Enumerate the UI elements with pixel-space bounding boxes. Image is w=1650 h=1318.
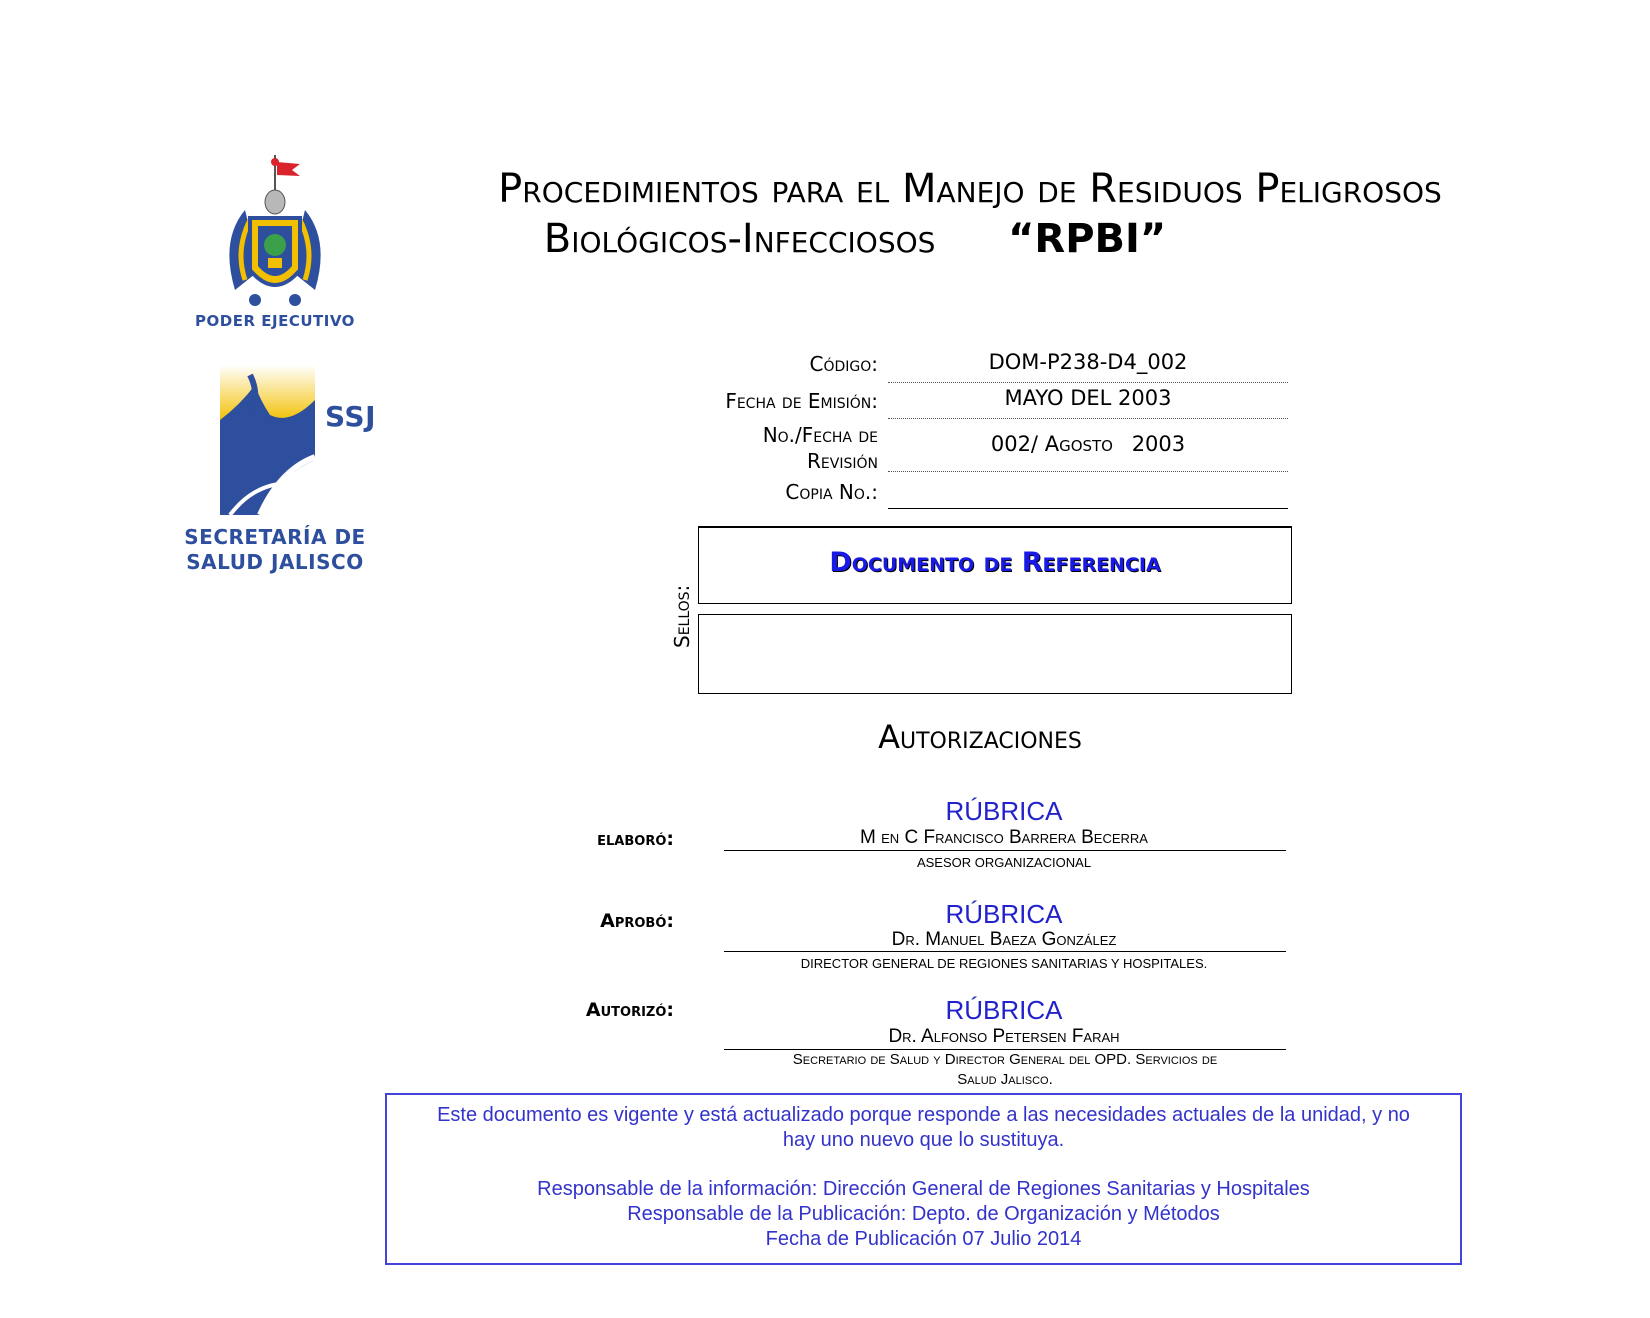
autorizo-label: Autorizó:: [585, 999, 674, 1021]
aprobo-role: DIRECTOR GENERAL DE REGIONES SANITARIAS Y HOSPITALES.: [800, 956, 1208, 971]
elaboro-name: M en C Francisco Barrera Becerra: [860, 827, 1148, 848]
autorizo-role-line2: Salud Jalisco.: [957, 1071, 1053, 1088]
logo-poder-ejecutivo: [195, 150, 355, 350]
elaboro-signature-line: [724, 850, 1286, 851]
vigencia-line2: hay uno nuevo que lo sustituya.: [782, 1129, 1065, 1151]
autorizo-rubrica: RÚBRICA: [945, 995, 1063, 1025]
revision-value: [888, 432, 1288, 456]
revision-label-line1: No./Fecha de: [762, 423, 878, 447]
elaboro-rubrica: RÚBRICA: [945, 796, 1063, 826]
fecha-emision-value: MAYO DEL 2003: [1004, 386, 1172, 410]
revision-number: 002/: [990, 432, 1039, 456]
codigo-underline: [888, 382, 1288, 383]
ssj-abbrev: SSJ: [325, 400, 376, 433]
autorizaciones-heading: Autorizaciones: [878, 718, 1082, 756]
ssj-line1: SECRETARÍA DE: [184, 525, 366, 549]
revision-label-line2: Revisión: [807, 449, 878, 473]
copia-label: Copia No.:: [785, 480, 878, 504]
fecha-publicacion: Fecha de Publicación 07 Julio 2014: [765, 1228, 1082, 1250]
document-title-line1: Procedimientos para el Manejo de Residuos Peligrosos: [498, 166, 1442, 212]
aprobo-label: Aprobó:: [600, 910, 674, 932]
copia-underline: [888, 508, 1288, 509]
autorizo-role-line1: Secretario de Salud y Director General del OPD. Servicios de: [792, 1051, 1218, 1068]
document-title-line2: [405, 216, 1305, 262]
ssj-logo-icon: [220, 365, 340, 515]
aprobo-rubrica: RÚBRICA: [945, 899, 1063, 929]
aprobo-name: Dr. Manuel Baeza González: [891, 929, 1117, 950]
autorizo-name: Dr. Alfonso Petersen Farah: [888, 1026, 1120, 1047]
poder-ejecutivo-label: PODER EJECUTIVO: [195, 312, 355, 330]
fecha-emision-label: Fecha de Emisión:: [725, 389, 878, 413]
jalisco-coat-of-arms-icon: [200, 150, 350, 320]
responsable-publicacion: Responsable de la Publicación: Depto. de Organización y Métodos: [627, 1203, 1220, 1225]
title-rpbi-code: “RPBI”: [1008, 216, 1167, 262]
codigo-label: Código:: [809, 352, 878, 376]
vigencia-line1: Este documento es vigente y está actualizado porque responde a las necesidades actuales de la unidad, y no: [437, 1104, 1410, 1126]
codigo-value: DOM-P238-D4_002: [988, 350, 1188, 374]
fecha-emision-underline: [888, 418, 1288, 419]
responsable-informacion: Responsable de la información: Dirección General de Regiones Sanitarias y Hospitales: [537, 1178, 1310, 1200]
logo-ssj: [180, 365, 380, 575]
aprobo-signature-line: [724, 951, 1286, 952]
title-line2-text: Biológicos-Infecciosos: [543, 216, 936, 262]
revision-month: Agosto: [1044, 432, 1113, 456]
revision-year: 2003: [1131, 432, 1186, 456]
sellos-box-bottom: [698, 614, 1292, 694]
ssj-line2: SALUD JALISCO: [186, 550, 364, 574]
documento-referencia-heading: Documento de Referencia: [829, 547, 1161, 578]
sellos-label: Sellos:: [670, 584, 694, 648]
elaboro-role: ASESOR ORGANIZACIONAL: [916, 855, 1092, 870]
elaboro-label: elaboró:: [597, 828, 674, 850]
revision-underline: [888, 471, 1288, 472]
